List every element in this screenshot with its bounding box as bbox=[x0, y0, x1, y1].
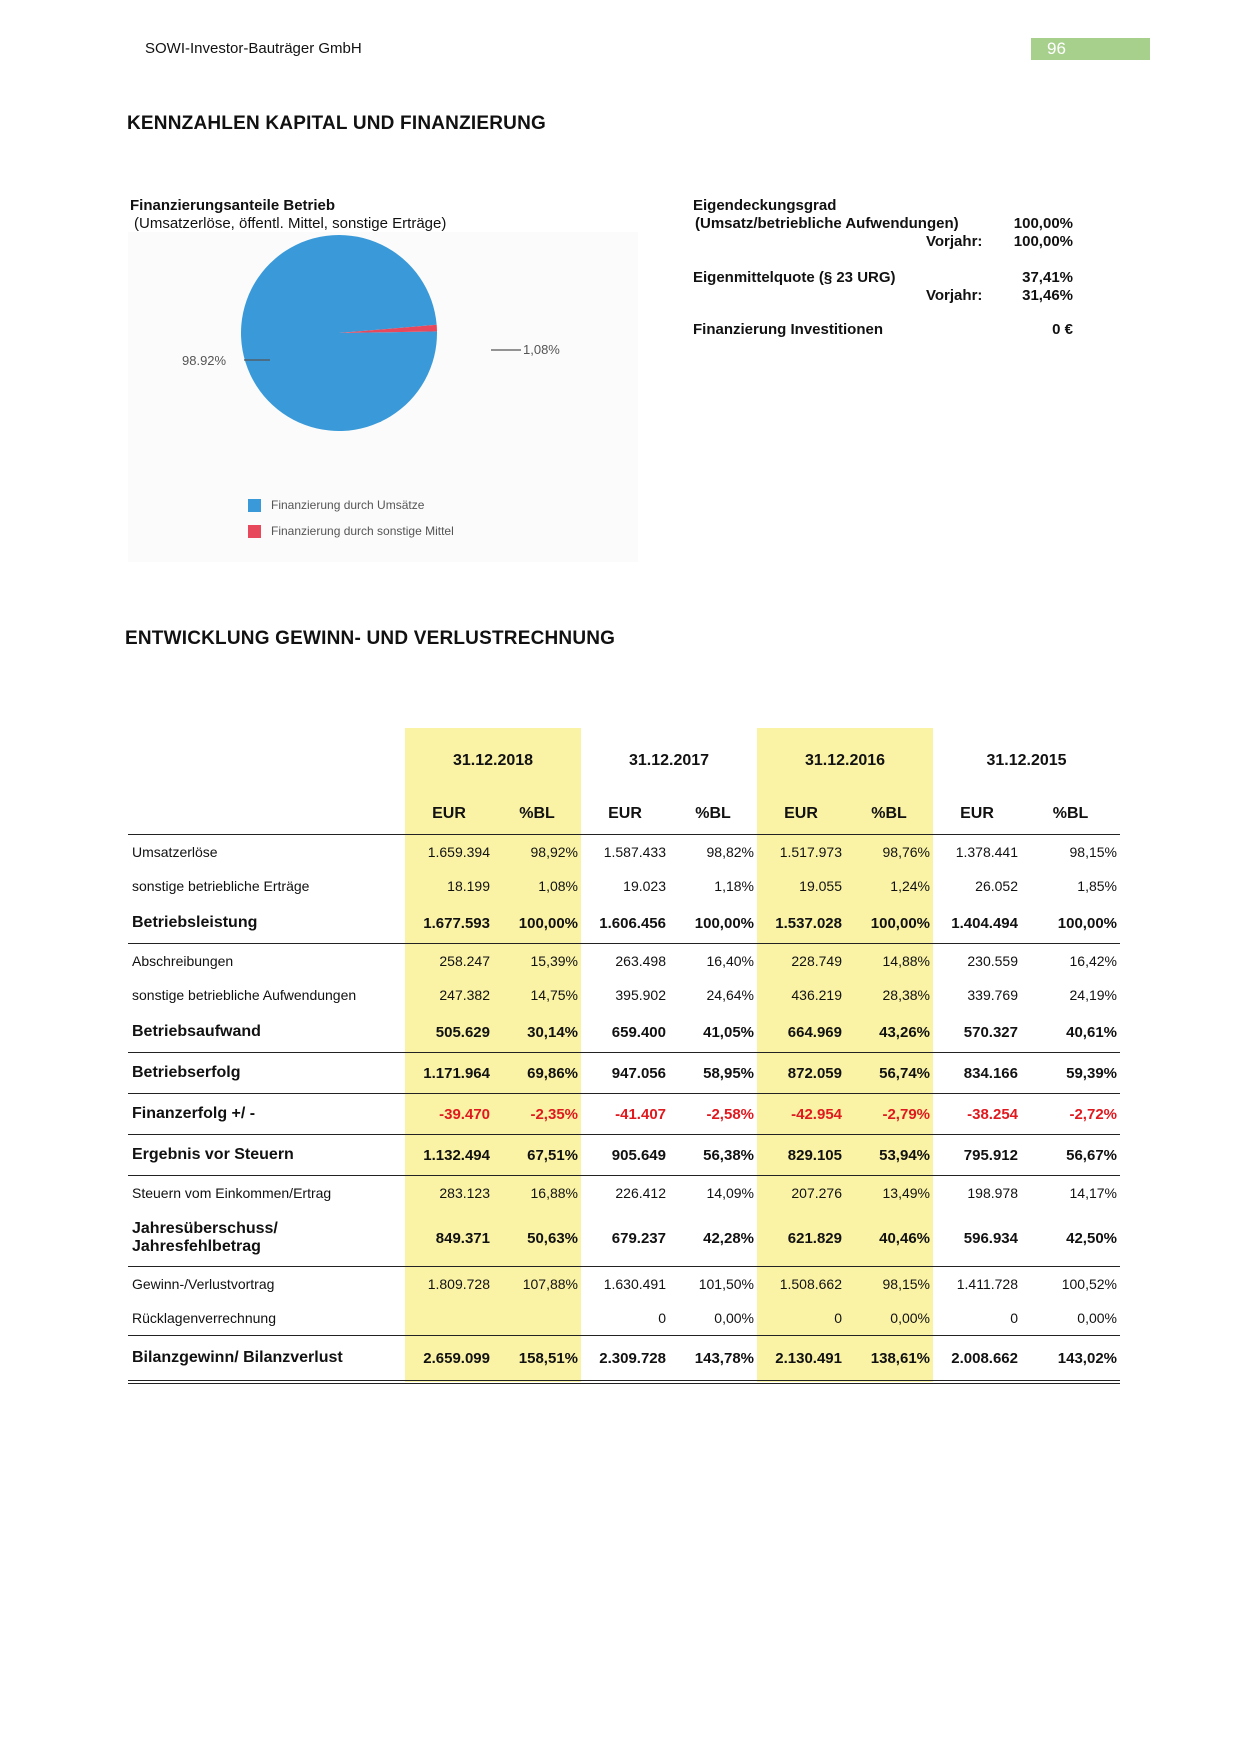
unit-pct: %BL bbox=[845, 794, 933, 835]
table-cell: 664.969 bbox=[757, 1012, 845, 1053]
row-label: Betriebsaufwand bbox=[128, 1012, 405, 1053]
table-cell: -42.954 bbox=[757, 1094, 845, 1135]
row-label: Abschreibungen bbox=[132, 953, 234, 969]
table-cell: -39.470 bbox=[405, 1094, 493, 1135]
table-cell: 15,39% bbox=[493, 944, 581, 979]
table-cell bbox=[493, 1301, 581, 1336]
table-cell: 158,51% bbox=[493, 1336, 581, 1383]
table-cell: 198.978 bbox=[967, 1185, 1018, 1201]
kpi-vorjahr-label: Vorjahr: bbox=[926, 287, 983, 304]
row-label bbox=[128, 1210, 405, 1267]
row-label: Umsatzerlöse bbox=[132, 844, 218, 860]
table-cell: 107,88% bbox=[493, 1267, 581, 1302]
table-row-betriebserfolg bbox=[128, 1053, 1120, 1094]
company-name: SOWI-Investor-Bauträger GmbH bbox=[145, 40, 362, 57]
kpi-eigendeckung-prev: 100,00% bbox=[1013, 233, 1073, 250]
table-cell: 226.412 bbox=[615, 1185, 666, 1201]
table-cell: 56,74% bbox=[845, 1053, 933, 1094]
table-cell: 26.052 bbox=[975, 878, 1018, 894]
table-cell: 1,08% bbox=[493, 869, 581, 903]
table-cell: 14,09% bbox=[706, 1185, 754, 1201]
table-cell: 0,00% bbox=[1021, 1301, 1120, 1336]
table-cell: 138,61% bbox=[845, 1336, 933, 1383]
guv-table bbox=[128, 728, 1120, 1384]
table-cell: 100,00% bbox=[845, 903, 933, 944]
table-row-gewinnvortrag bbox=[128, 1267, 1120, 1302]
table-cell: 1.809.728 bbox=[405, 1267, 493, 1302]
table-row-steuern bbox=[128, 1176, 1120, 1211]
page-number: 96 bbox=[1031, 38, 1150, 60]
kpi-eigendeckung-value: 100,00% bbox=[1013, 215, 1073, 232]
year-header-2017: 31.12.2017 bbox=[628, 752, 710, 769]
table-row-betriebsleistung bbox=[128, 903, 1120, 944]
legend-label: Finanzierung durch sonstige Mittel bbox=[271, 524, 454, 538]
table-cell: 505.629 bbox=[405, 1012, 493, 1053]
table-cell: 40,61% bbox=[1021, 1012, 1120, 1053]
table-cell: 101,50% bbox=[698, 1276, 754, 1292]
table-cell: 1.132.494 bbox=[405, 1135, 493, 1176]
pie-chart-subtitle: (Umsatzerlöse, öffentl. Mittel, sonstige Erträge) bbox=[134, 215, 447, 232]
unit-eur: EUR bbox=[581, 794, 669, 835]
table-cell: 59,39% bbox=[1021, 1053, 1120, 1094]
unit-eur: EUR bbox=[405, 794, 493, 835]
legend-item-sonstige bbox=[248, 524, 454, 538]
table-cell: 283.123 bbox=[405, 1176, 493, 1211]
table-row-ruecklagen bbox=[128, 1301, 1120, 1336]
table-row-ergebnis-vor-steuern bbox=[128, 1135, 1120, 1176]
table-cell: 56,67% bbox=[1021, 1135, 1120, 1176]
row-label: Betriebsleistung bbox=[128, 903, 405, 944]
row-label: sonstige betriebliche Aufwendungen bbox=[132, 987, 357, 1003]
table-cell: 13,49% bbox=[845, 1176, 933, 1211]
table-cell: 58,95% bbox=[669, 1053, 757, 1094]
table-cell: 1,24% bbox=[845, 869, 933, 903]
table-cell: 1.537.028 bbox=[757, 903, 845, 944]
table-cell: 339.769 bbox=[967, 987, 1018, 1003]
row-label: Bilanzgewinn/ Bilanzverlust bbox=[128, 1336, 405, 1383]
table-row-finanzerfolg bbox=[128, 1094, 1120, 1135]
table-cell: 14,17% bbox=[1069, 1185, 1117, 1201]
unit-eur: EUR bbox=[933, 794, 1021, 835]
table-cell: 30,14% bbox=[493, 1012, 581, 1053]
table-cell: 67,51% bbox=[493, 1135, 581, 1176]
kpi-vorjahr-label: Vorjahr: bbox=[926, 233, 983, 250]
legend-swatch-blue bbox=[248, 499, 261, 512]
table-cell: -2,72% bbox=[1021, 1094, 1120, 1135]
pie-chart-title: Finanzierungsanteile Betrieb bbox=[130, 197, 336, 214]
table-cell: 1.404.494 bbox=[933, 903, 1021, 944]
year-header-2015: 31.12.2015 bbox=[986, 752, 1067, 769]
table-cell: 19.055 bbox=[757, 869, 845, 903]
row-label: Gewinn-/Verlustvortrag bbox=[132, 1276, 275, 1292]
row-label: Steuern vom Einkommen/Ertrag bbox=[132, 1185, 332, 1201]
kpi-investitionen-value: 0 € bbox=[1052, 321, 1073, 338]
table-cell: 69,86% bbox=[493, 1053, 581, 1094]
row-label: Betriebserfolg bbox=[128, 1053, 405, 1094]
kpi-eigenmittel-title: Eigenmittelquote (§ 23 URG) bbox=[693, 269, 896, 286]
unit-pct: %BL bbox=[1021, 794, 1120, 835]
table-cell: 1.411.728 bbox=[956, 1276, 1018, 1292]
table-cell: 41,05% bbox=[669, 1012, 757, 1053]
table-cell: 905.649 bbox=[581, 1135, 669, 1176]
table-cell: 795.912 bbox=[933, 1135, 1021, 1176]
table-cell: 28,38% bbox=[845, 978, 933, 1012]
table-cell: 1,85% bbox=[1077, 878, 1117, 894]
table-cell: 659.400 bbox=[581, 1012, 669, 1053]
table-cell: 100,00% bbox=[1021, 903, 1120, 944]
table-cell: 1.677.593 bbox=[405, 903, 493, 944]
table-cell: 228.749 bbox=[757, 944, 845, 979]
table-row-sonstige-ertraege bbox=[128, 869, 1120, 903]
table-cell: 100,00% bbox=[669, 903, 757, 944]
table-cell: 98,76% bbox=[845, 835, 933, 870]
table-cell: 570.327 bbox=[933, 1012, 1021, 1053]
table-cell: 1.630.491 bbox=[603, 1276, 666, 1292]
table-cell: 2.008.662 bbox=[933, 1336, 1021, 1383]
row-label: Ergebnis vor Steuern bbox=[128, 1135, 405, 1176]
table-cell: 0 bbox=[757, 1301, 845, 1336]
table-cell: 98,15% bbox=[1069, 844, 1117, 860]
table-cell: 0 bbox=[933, 1301, 1021, 1336]
table-cell: 143,78% bbox=[669, 1336, 757, 1383]
unit-pct: %BL bbox=[493, 794, 581, 835]
table-cell: 1,18% bbox=[714, 878, 754, 894]
table-cell: 100,00% bbox=[493, 903, 581, 944]
table-cell: 872.059 bbox=[757, 1053, 845, 1094]
table-cell: 1.378.441 bbox=[955, 844, 1018, 860]
table-cell: 2.309.728 bbox=[581, 1336, 669, 1383]
table-cell: 849.371 bbox=[405, 1210, 493, 1267]
table-row-jahresueberschuss bbox=[128, 1210, 1120, 1267]
kpi-eigenmittel-prev: 31,46% bbox=[1022, 287, 1073, 304]
table-unit-row bbox=[128, 794, 1120, 835]
table-cell: 1.587.433 bbox=[603, 844, 666, 860]
table-row-bilanzgewinn bbox=[128, 1336, 1120, 1383]
table-cell: 56,38% bbox=[669, 1135, 757, 1176]
table-cell: 679.237 bbox=[581, 1210, 669, 1267]
kpi-investitionen-title: Finanzierung Investitionen bbox=[693, 321, 884, 338]
table-cell: 263.498 bbox=[615, 953, 666, 969]
table-cell: -38.254 bbox=[933, 1094, 1021, 1135]
table-cell: 1.171.964 bbox=[405, 1053, 493, 1094]
table-cell: 947.056 bbox=[581, 1053, 669, 1094]
table-cell: 436.219 bbox=[757, 978, 845, 1012]
table-cell: 50,63% bbox=[493, 1210, 581, 1267]
table-row-betriebsaufwand bbox=[128, 1012, 1120, 1053]
table-cell: 18.199 bbox=[405, 869, 493, 903]
table-cell: 16,42% bbox=[1069, 953, 1117, 969]
pie-label-small: 1,08% bbox=[523, 342, 560, 357]
table-cell: 14,88% bbox=[845, 944, 933, 979]
table-cell: 1.517.973 bbox=[757, 835, 845, 870]
table-cell: 596.934 bbox=[933, 1210, 1021, 1267]
table-cell: 53,94% bbox=[845, 1135, 933, 1176]
row-label-line: Jahresfehlbetrag bbox=[132, 1238, 261, 1255]
table-cell: 98,92% bbox=[493, 835, 581, 870]
legend-swatch-red bbox=[248, 525, 261, 538]
pie-chart bbox=[128, 232, 638, 562]
kpi-eigenmittel-value: 37,41% bbox=[1022, 269, 1073, 286]
row-label: Finanzerfolg +/ - bbox=[128, 1094, 405, 1135]
table-cell: 100,52% bbox=[1061, 1276, 1117, 1292]
table-cell: 1.508.662 bbox=[757, 1267, 845, 1302]
row-label-line: Jahresüberschuss/ bbox=[132, 1220, 278, 1237]
table-row-sonstige-aufwendungen bbox=[128, 978, 1120, 1012]
table-cell: 24,19% bbox=[1069, 987, 1117, 1003]
table-cell: 143,02% bbox=[1021, 1336, 1120, 1383]
kpi-eigendeckung-subtitle: (Umsatz/betriebliche Aufwendungen) bbox=[695, 215, 959, 232]
table-cell: 16,40% bbox=[706, 953, 754, 969]
table-cell: 24,64% bbox=[706, 987, 754, 1003]
table-cell: 0 bbox=[581, 1301, 669, 1336]
table-cell: 834.166 bbox=[933, 1053, 1021, 1094]
year-header-2018: 31.12.2018 bbox=[405, 728, 581, 794]
kpi-eigendeckung-title: Eigendeckungsgrad bbox=[693, 197, 837, 214]
table-cell: 1.659.394 bbox=[405, 835, 493, 870]
table-cell: 43,26% bbox=[845, 1012, 933, 1053]
table-row-abschreibungen bbox=[128, 944, 1120, 979]
table-cell: 395.902 bbox=[615, 987, 666, 1003]
row-label: Rücklagenverrechnung bbox=[128, 1301, 405, 1336]
table-cell: 40,46% bbox=[845, 1210, 933, 1267]
table-cell: 14,75% bbox=[493, 978, 581, 1012]
legend-label: Finanzierung durch Umsätze bbox=[271, 498, 425, 512]
year-header-2016: 31.12.2016 bbox=[757, 728, 933, 794]
table-cell: 230.559 bbox=[967, 953, 1018, 969]
table-cell: 42,50% bbox=[1021, 1210, 1120, 1267]
table-cell: 19.023 bbox=[623, 878, 666, 894]
table-cell: 1.606.456 bbox=[581, 903, 669, 944]
table-cell: 621.829 bbox=[757, 1210, 845, 1267]
table-cell: 0,00% bbox=[845, 1301, 933, 1336]
row-label: sonstige betriebliche Erträge bbox=[132, 878, 310, 894]
table-cell: -2,79% bbox=[845, 1094, 933, 1135]
pie-slice-umsaetze bbox=[241, 235, 437, 431]
table-cell: 98,15% bbox=[845, 1267, 933, 1302]
table-cell bbox=[405, 1301, 493, 1336]
section-title-kennzahlen: KENNZAHLEN KAPITAL UND FINANZIERUNG bbox=[127, 113, 547, 134]
table-cell: 16,88% bbox=[493, 1176, 581, 1211]
table-cell: 0,00% bbox=[669, 1301, 757, 1336]
table-cell: 207.276 bbox=[757, 1176, 845, 1211]
table-cell: 247.382 bbox=[405, 978, 493, 1012]
unit-pct: %BL bbox=[669, 794, 757, 835]
table-cell: 258.247 bbox=[405, 944, 493, 979]
section-title-guv: ENTWICKLUNG GEWINN- UND VERLUSTRECHNUNG bbox=[125, 628, 616, 649]
table-cell: -2,35% bbox=[493, 1094, 581, 1135]
table-cell: -41.407 bbox=[581, 1094, 669, 1135]
table-row-umsatzerloese bbox=[128, 835, 1120, 870]
table-cell: 2.659.099 bbox=[405, 1336, 493, 1383]
table-cell: 42,28% bbox=[669, 1210, 757, 1267]
unit-eur: EUR bbox=[757, 794, 845, 835]
legend-item-umsaetze bbox=[248, 498, 424, 512]
table-cell: 2.130.491 bbox=[757, 1336, 845, 1383]
pie-label-large: 98.92% bbox=[182, 353, 227, 368]
table-year-row bbox=[128, 728, 1120, 794]
table-cell: 98,82% bbox=[706, 844, 754, 860]
table-cell: 829.105 bbox=[757, 1135, 845, 1176]
table-cell: -2,58% bbox=[669, 1094, 757, 1135]
